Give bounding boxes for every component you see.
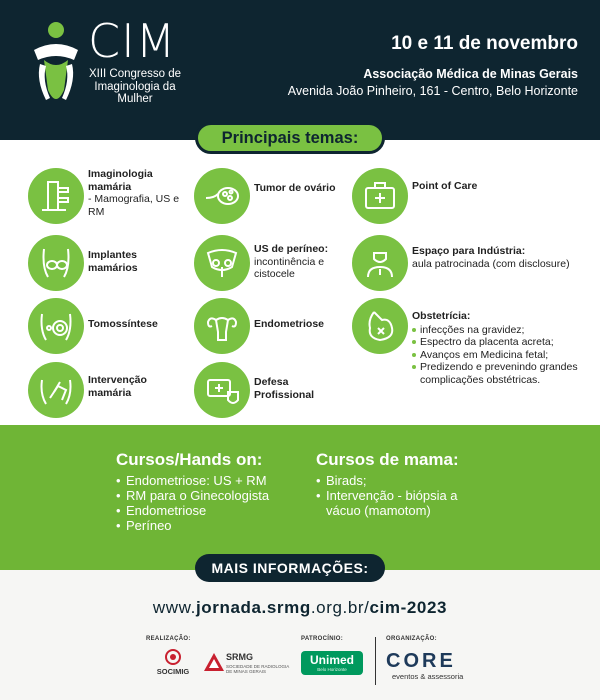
pregnancy-icon — [352, 298, 408, 354]
theme-title: Obstetrícia: — [412, 310, 471, 322]
theme-title: US de períneo: — [254, 243, 329, 255]
theme-defesa — [194, 362, 344, 418]
unimed-logo: Unimed — [301, 651, 363, 675]
mama-courses-list — [316, 473, 476, 518]
hands-on-list — [116, 473, 269, 533]
logo-wordmark: CIM — [88, 14, 177, 68]
theme-title: Espaço para Indústria: — [412, 245, 526, 257]
list-item: • Períneo — [116, 518, 269, 533]
breast-target-icon — [28, 298, 84, 354]
list-item: • RM para o Ginecologista — [116, 488, 269, 503]
theme-detail: aula patrocinada (com disclosure) — [412, 257, 570, 270]
theme-title: Intervenção mamária — [88, 374, 147, 399]
theme-title: Point of Care — [412, 180, 478, 192]
more-info-heading: MAIS INFORMAÇÕES: — [195, 554, 385, 582]
woman-figure-logo-icon — [30, 20, 82, 112]
theme-title: Defesa Profissional — [254, 376, 315, 401]
event-url-link[interactable]: www.jornada.srmg.org.br/cim-2023 — [152, 598, 448, 617]
courses-section — [0, 425, 600, 570]
footer-section — [0, 570, 600, 700]
core-subtitle: eventos & assessoria — [392, 672, 464, 681]
list-item: • Birads; — [316, 473, 476, 488]
doctor-icon — [352, 235, 408, 291]
header-banner — [0, 0, 600, 140]
pelvis-icon — [194, 235, 250, 291]
core-logo: CORE — [386, 650, 456, 672]
theme-detail: - Mamografia, US e RM — [88, 193, 180, 218]
theme-imaginologia-mamaria — [28, 168, 188, 224]
breast-implant-icon — [28, 235, 84, 291]
sponsor-divider — [375, 637, 376, 685]
uterus-icon — [194, 298, 250, 354]
theme-us-perineo — [194, 235, 344, 291]
theme-tomossintese — [28, 298, 188, 354]
list-item: • Intervenção - biópsia a vácuo (mamotom) — [316, 488, 476, 518]
list-item: • Endometriose: US + RM — [116, 473, 269, 488]
unimed-subtitle: Belo Horizonte — [317, 667, 347, 672]
logo-subtitle: XIII Congresso de Imaginologia da Mulher — [88, 68, 182, 105]
themes-heading: Principais temas: — [195, 122, 385, 154]
obstetricia-list — [412, 324, 592, 387]
hands-on-title: Cursos/Hands on: — [116, 450, 263, 469]
list-item: Avanços em Medicina fetal; — [412, 349, 592, 362]
theme-point-of-care — [352, 168, 592, 224]
theme-tumor-ovario — [194, 168, 344, 224]
theme-obstetricia — [352, 298, 592, 386]
organizacao-label: ORGANIZAÇÃO: — [386, 636, 437, 642]
theme-industria — [352, 235, 592, 291]
mammography-machine-icon — [28, 168, 84, 224]
theme-title: Tumor de ovário — [254, 182, 336, 194]
event-venue: Associação Médica de Minas Gerais — [363, 67, 578, 81]
shield-heart-briefcase-icon — [194, 362, 250, 418]
patrocinio-label: PATROCÍNIO: — [301, 636, 344, 642]
list-item: infecções na gravidez; — [412, 324, 592, 337]
list-item: Predizendo e prevenindo grandes complicações obstétricas. — [412, 361, 592, 386]
theme-endometriose — [194, 298, 344, 354]
srmg-subtitle: SOCIEDADE DE RADIOLOGIA DE MINAS GERAIS — [226, 664, 290, 674]
theme-title: Imaginologia mamária — [88, 168, 153, 193]
list-item: Espectro da placenta acreta; — [412, 336, 592, 349]
theme-intervencao — [28, 362, 188, 418]
theme-title: Tomossíntese — [88, 318, 158, 330]
theme-implantes — [28, 235, 188, 291]
socimig-name: SOCIMIG — [156, 667, 190, 676]
hand-breast-icon — [28, 362, 84, 418]
theme-title: Implantes mamários — [88, 249, 138, 274]
srmg-logo-icon — [203, 651, 225, 673]
realizacao-label: REALIZAÇÃO: — [146, 636, 191, 642]
theme-title: Endometriose — [254, 318, 325, 330]
srmg-name: SRMG — [226, 652, 253, 662]
list-item: • Endometriose — [116, 503, 269, 518]
theme-detail: incontinência e cistocele — [254, 255, 325, 280]
event-address: Avenida João Pinheiro, 161 - Centro, Belo Horizonte — [287, 84, 578, 98]
mama-courses-title: Cursos de mama: — [316, 450, 459, 469]
event-date: 10 e 11 de novembro — [391, 33, 578, 54]
medical-kit-icon — [352, 168, 408, 224]
ovary-tumor-icon — [194, 168, 250, 224]
